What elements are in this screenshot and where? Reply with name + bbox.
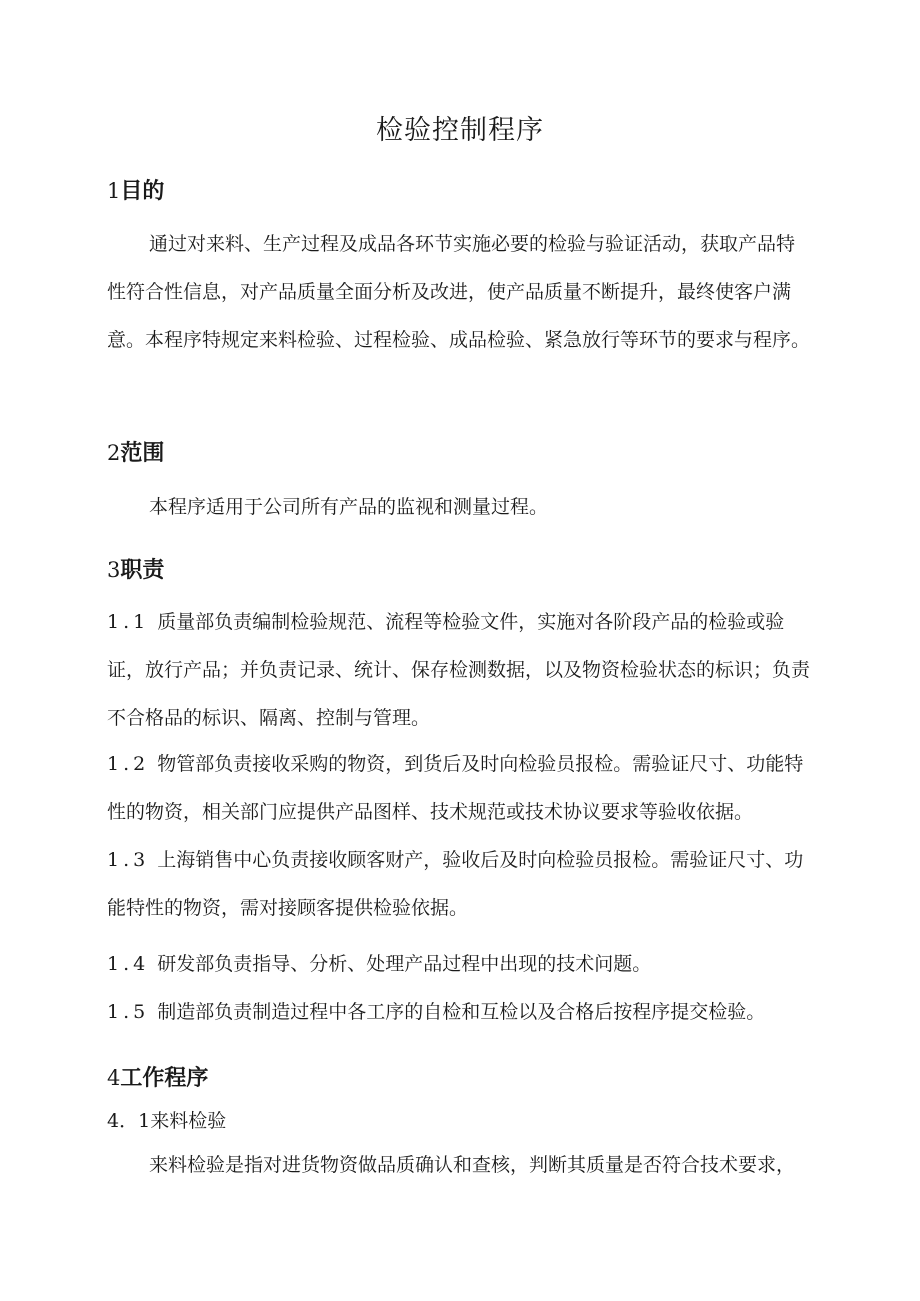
duty-item-1-3 — [107, 836, 817, 932]
item-text: 研发部负责指导、分析、处理产品过程中出现的技术问题。 — [157, 953, 652, 975]
item-text: 上海销售中心负责接收顾客财产，验收后及时向检验员报检。需验证尺寸、功能特性的物资，需对接顾客提供检验依据。 — [107, 849, 804, 919]
document-title: 检验控制程序 — [376, 115, 544, 146]
section-heading-2 — [107, 436, 164, 467]
section-heading-text: 职责 — [120, 558, 165, 583]
item-number: 1.5 — [107, 1001, 150, 1023]
section-heading-text: 目的 — [120, 179, 165, 204]
section-heading-text: 工作程序 — [120, 1066, 209, 1091]
item-number: 1.4 — [107, 953, 150, 975]
section-4-1-paragraph: 来料检验是指对进货物资做品质确认和查核，判断其质量是否符合技术要求， — [149, 1154, 796, 1176]
section-heading-1 — [107, 174, 164, 205]
subsection-heading-4-1 — [107, 1106, 226, 1133]
duty-item-1-2 — [107, 740, 817, 836]
subsection-heading-text: 来料检验 — [150, 1110, 227, 1132]
section-number: 2 — [107, 441, 121, 465]
section-number: 4 — [107, 1066, 121, 1090]
duty-item-1-4 — [107, 940, 817, 988]
item-number: 1.3 — [107, 849, 150, 871]
item-number: 1.2 — [107, 753, 150, 775]
section-heading-3 — [107, 553, 164, 584]
duty-item-1-1 — [107, 598, 817, 742]
item-text: 物管部负责接收采购的物资，到货后及时向检验员报检。需验证尺寸、功能特性的物资，相关部门应提供产品图样、技术规范或技术协议要求等验收依据。 — [107, 753, 804, 823]
item-text: 制造部负责制造过程中各工序的自检和互检以及合格后按程序提交检验。 — [157, 1001, 766, 1023]
section-1-paragraph: 通过对来料、生产过程及成品各环节实施必要的检验与验证活动，获取产品特性符合性信息，对产品质量全面分析及改进，使产品质量不断提升，最终使客户满意。本程序特规定来料检验、过程检验、成品检验、紧急放行等环节的要求与程序。 — [107, 233, 811, 351]
item-number: 1.1 — [107, 611, 150, 633]
section-number: 3 — [107, 558, 121, 582]
section-heading-text: 范围 — [120, 441, 165, 466]
section-number: 1 — [107, 179, 121, 203]
section-heading-4 — [107, 1061, 208, 1092]
subsection-number: 4．1 — [107, 1110, 151, 1132]
item-text: 质量部负责编制检验规范、流程等检验文件，实施对各阶段产品的检验或验证，放行产品；并负责记录、统计、保存检测数据，以及物资检验状态的标识；负责不合格品的标识、隔离、控制与管理。 — [107, 611, 811, 729]
section-2-paragraph: 本程序适用于公司所有产品的监视和测量过程。 — [149, 496, 549, 518]
duty-item-1-5 — [107, 988, 817, 1036]
